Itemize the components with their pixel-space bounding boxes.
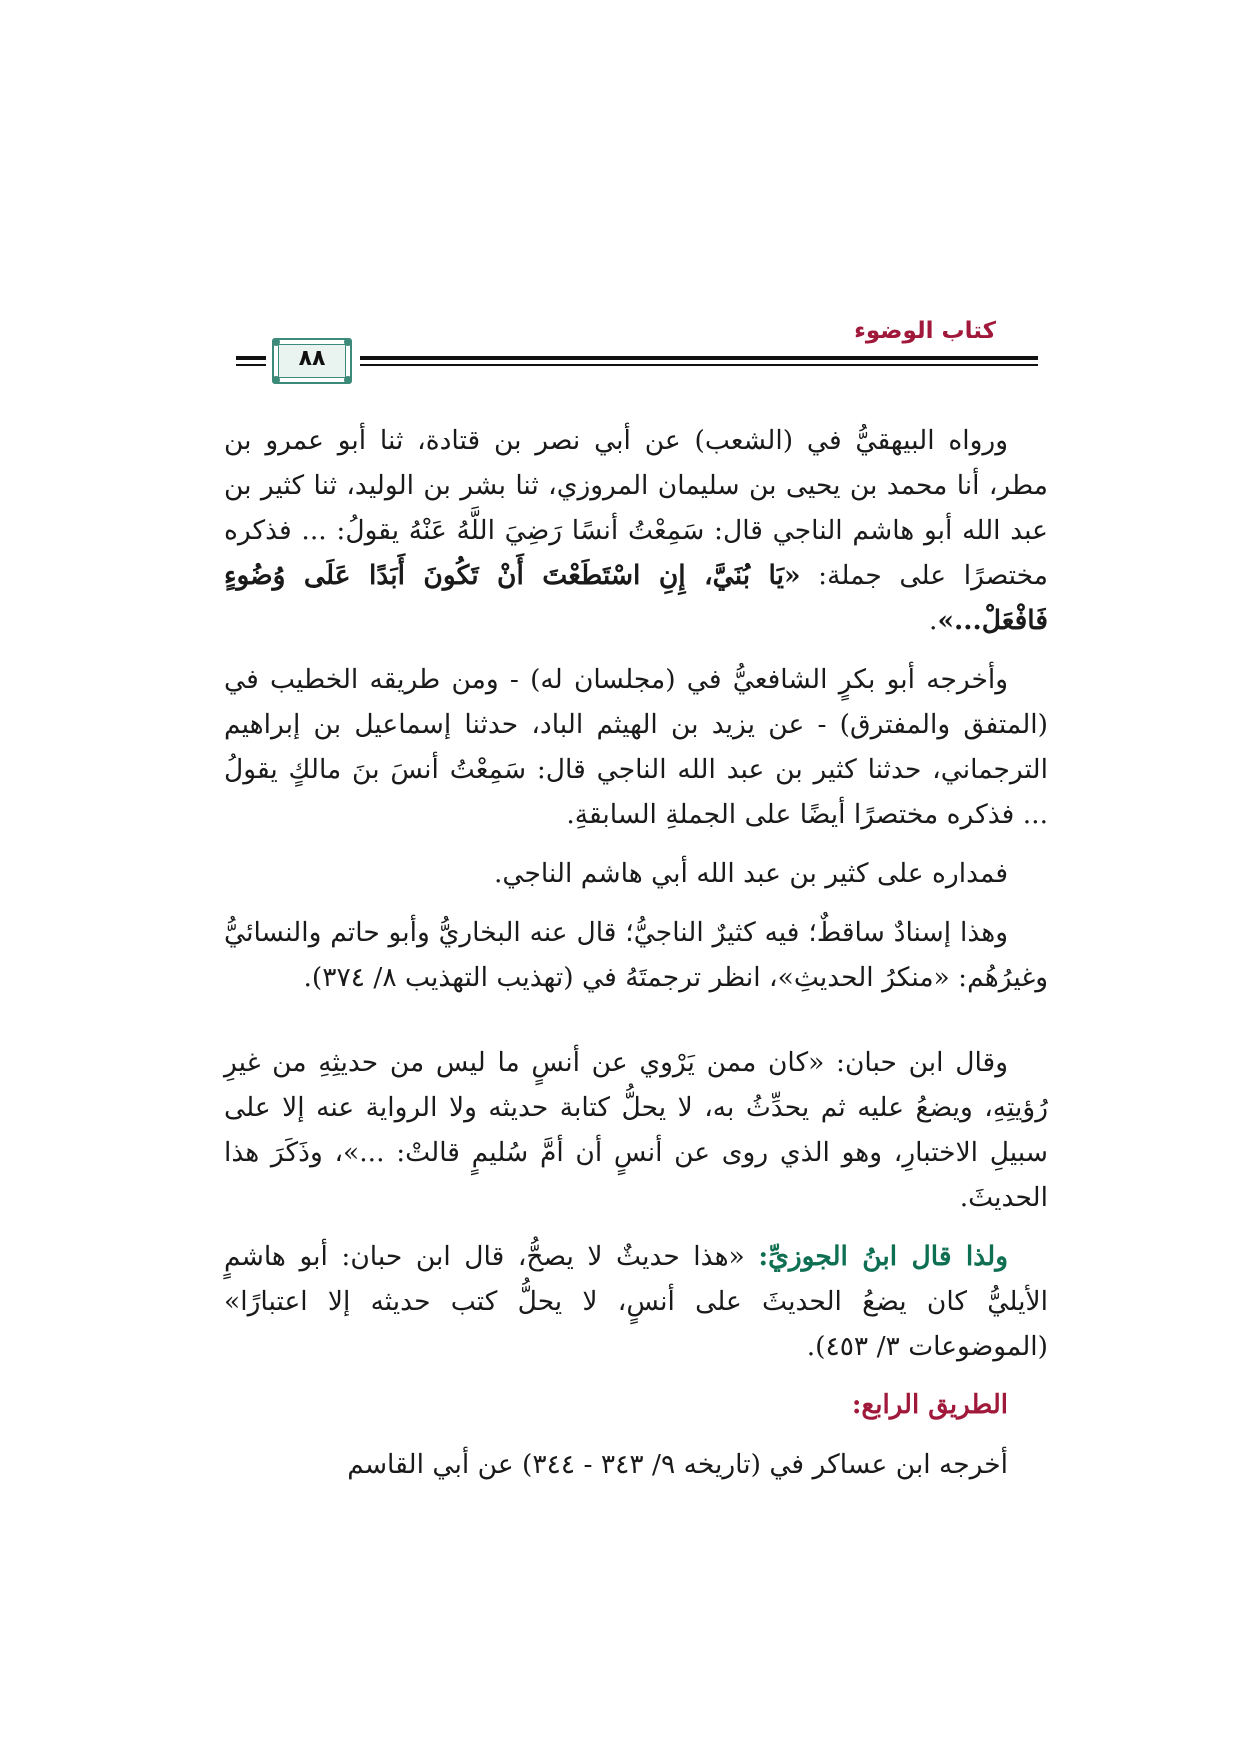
paragraph-text: «هذا حديثٌ لا يصحُّ، قال ابن حبان: أبو هاشمٍ الأيليُّ كان يضعُ الحديثَ على أنسٍ، لا يحلُّ كتب حديثه إلا اعتبارًا» (الموضوعات ٣/ ٤٥٣). <box>224 1241 1048 1362</box>
paragraph-ibn-asakir: أخرجه ابن عساكر في (تاريخه ٩/ ٣٤٣ - ٣٤٤) عن أبي القاسم <box>347 1449 1008 1480</box>
paragraph-ibn-jawzi <box>224 1234 1048 1369</box>
paragraph-shafii: وأخرجه أبو بكرٍ الشافعيُّ في (مجلسان له) - ومن طريقه الخطيب في (المتفق والمفترق) - عن يزيد بن الهيثم الباد، حدثنا إسماعيل بن إبراهيم الترجماني، حدثنا كثير بن عبد الله الناجي قال: سَمِعْتُ أنسَ بنَ مالكٍ يقولُ ... فذكره مختصرًا أيضًا على الجملةِ السابقةِ. <box>224 664 1048 830</box>
ornament-corner-icon <box>272 338 280 346</box>
paragraph-ibn-hibban: وقال ابن حبان: «كان ممن يَرْوي عن أنسٍ ما ليس من حديثِهِ من غيرِ رُؤيتِهِ، ويضعُ عليه ثم يحدِّثُ به، لا يحلُّ كتابة حديثه ولا الرواية عنه إلا على سبيلِ الاختبارِ، وهو الذي روى عن أنسٍ أن أمَّ سُليمٍ قالتْ: ...»، وذَكَرَ هذا الحديثَ. <box>224 1047 1048 1213</box>
paragraph-tail: . <box>929 605 938 636</box>
ornament-corner-icon <box>272 376 280 384</box>
paragraph-madar: فمداره على كثير بن عبد الله أبي هاشم الناجي. <box>493 858 1008 889</box>
paragraph-gap <box>224 1014 1048 1040</box>
paragraph-isnad: وهذا إسنادٌ ساقطٌ؛ فيه كثيرٌ الناجيُّ؛ قال عنه البخاريُّ وأبو حاتم والنسائيُّ وغيرُهُم: «منكرُ الحديثِ»، انظر ترجمتَهُ في (تهذيب التهذيب ٨/ ٣٧٤). <box>224 917 1048 993</box>
ibn-jawzi-lead: ولذا قال ابنُ الجوزيِّ: <box>758 1241 1008 1272</box>
paragraph-bayhaqi <box>224 418 1048 643</box>
section-heading-fourth-route: الطريق الرابع: <box>851 1390 1008 1420</box>
page-number-frame <box>272 338 352 384</box>
header-rule-left-thin <box>236 364 266 366</box>
ornament-corner-icon <box>344 338 352 346</box>
header-rule-left <box>236 356 266 360</box>
ornament-corner-icon <box>344 376 352 384</box>
header-rule-right-thin <box>360 364 1038 366</box>
page-header <box>236 310 1038 390</box>
header-rule-right <box>360 356 1038 360</box>
paragraph-text: ورواه البيهقيُّ في (الشعب) عن أبي نصر بن قتادة، ثنا أبو عمرو بن مطر، أنا محمد بن يحيى بن سليمان المروزي، ثنا بشر بن الوليد، ثنا كثير بن عبد الله أبو هاشم الناجي قال: سَمِعْتُ أنسًا رَضِيَ اللَّهُ عَنْهُ يقولُ: ... فذكره مختصرًا على جملة: <box>224 425 1048 591</box>
page-number: ٨٨ <box>298 346 326 371</box>
hadith-quote: «يَا بُنَيَّ، إِنِ اسْتَطَعْتَ أَنْ تَكُونَ أَبَدًا عَلَى وُضُوءٍ فَافْعَلْ...» <box>224 560 1048 636</box>
page-body <box>224 418 1048 1501</box>
book-title: كتاب الوضوء <box>854 318 996 344</box>
